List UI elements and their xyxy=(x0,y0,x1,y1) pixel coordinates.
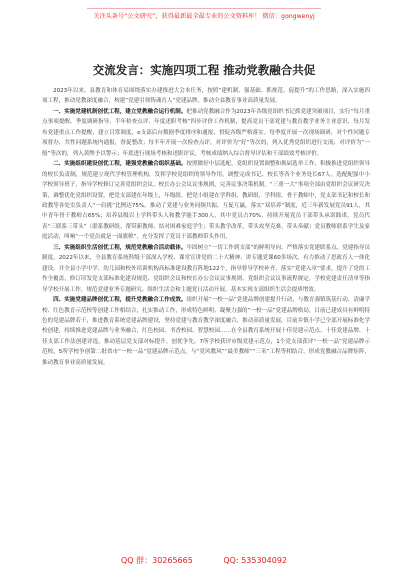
document-body xyxy=(42,86,370,546)
section-3-heading: 三、实施组织生活创优工程，规范党教融合活动载体。 xyxy=(53,244,187,251)
promo-banner-text: 关注头条号“公文研究”，获得最新最全最专业的公文资料库！ 微信：gongwenyj xyxy=(87,8,321,24)
section-4-heading: 四、实施党建品牌创优工程，提升党教融合工作成效。 xyxy=(53,297,187,304)
qq-number: QQ: 535304092 xyxy=(223,556,288,565)
paragraph-section-4 xyxy=(42,295,370,368)
contact-footer xyxy=(0,552,408,570)
qq-group-number: QQ 群：30265665 xyxy=(120,556,193,565)
promo-banner xyxy=(4,8,404,24)
paragraph-intro: 2023年以来，县教育和体育局围绕落实办建推进大会本任务，按照“建机制、强基础、抓规范、促提升”的工作思路，深入实施四项工程，推动党教深度融合，构建“党建引领铸魂育人”党建品牌，推动全县教育事业高质量发展。 xyxy=(42,88,370,105)
section-2-text: 按照做好中层选配、党组织设置调整和换届选举工作，积极推进党组织领导的校长负责制，规范建立现代学校管理机构，发挥学校党组织的领导作用，调整完成书记、校长等各个业务处长67人。选配配强中小学校领导班子，指导学校修订完善党组织会议、校长办公会议议事规则，完善议事决策机制，“三重一大”事项全部由党组织会议研究决策，调整优化党组织设置，把党支部建在年级上，年级组，把党小组建在学科组，教研组，学科组。骨干教师中，党支部书记和校长和政教等各处室负责人“一肩挑”比例达75%。推动了党建与业务同频共振、互促互赢，落实“双培养”制度，近三年新发展党员91人，其中青年骨干教师占65%；培养县级以上学科带头人和教学能手300人，其中党员占70%，持续开展党员干部带头承诺践诺，党员代表“三联系三带头”（联系教研组、帮带新教师、结对困难家庭学生；带头教学改革，带头攻坚克难，带头奉献）党员教师联系学生及家庭活动，叫响“一个党员就是一面旗帜”，充分发挥了党员干部教师带头作用。 xyxy=(42,161,370,241)
section-1-heading: 一、实施党建机制创优工程，建立党教融合运行机制。 xyxy=(53,108,187,115)
section-2-heading: 二、实施组织建设创优工程，建强党教融合组织基础。 xyxy=(53,161,187,168)
paragraph-section-3 xyxy=(42,243,370,295)
paragraph-section-1 xyxy=(42,107,370,159)
section-1-text: 把推动党教融合作为2023年各级党组织书记抓党建突破项目，实行“每月重点事项提醒、季度调研指导、半年检查点评、年度述职考核”四步评价工作机制，提高党员干部党建与教育教学业务主业意识，每月发布党建重点工作提醒，建立目常调度，e支部后台数据季度排序和通报，督促各级严格落实。每季度开展一次现场调研，对个性问题专项督办，共性问题系统内通报，督促整改；每半年开展一次检查点评，对评价为“好”等次的，列入优秀党组织进行交流；对评价为“一般”等次的，列入黄牌予以警示；年底进行现场考核和述职评议，考核成绩纳入综合督导评估和干部绩效考核评价。 xyxy=(42,108,370,157)
section-3-text: 牢固树立“一切工作到支部”的鲜明导向，严格落实党建联系点、党建指导员制度。2022年以来，全县教育系统科级干部深入学校、课堂宣讲党的二十大精神、讲专题党课60多场次，有力推动了思政育人一体化建设。并全县小学中学、幼儿园和校外培训机构高标准建设教育阵地122个，指导督导学校补齐、落实“党建入章”要求，提升了党的工作全覆盖，修订印发党支部标准化建设规范、党组织会议和校长办公会议议事规则、党组织会议议事流程规定，学校党建责任清单等指导学校开展工作，规范党建业务专题研究、组织生活会和主题党日活动开展，基本实现支部组织生活会提质增效。 xyxy=(42,244,370,293)
paragraph-section-2 xyxy=(42,159,370,243)
section-4-text: 组织开展“一校一品”党建品牌创建提升行动，与教育强镇筑基行动、清廉学校、红色教育示范校等创建工作相结合，扎实推动工作，形成特色鲜明、凝聚力强的“一校一品”党建品牌格局。目前已建成具有鲜明特色的党建品牌若干，推进教育系统党建品牌建设，坚持党建与教育教学深度融合，推动高质量发展，目前乡镇小学已全部开展标准化学校创建，持续推进党建品牌与业务融合，红色校园、书香校园、智慧校园……在全县教育系统开展十佳党建示范点、十佳党建品牌、十佳支部工作法创建评选，推动基层党支部对标提升、创优争先。7所学校获评市级党建示范点，1个党支部获评“一校一品”党建品牌示范校，5所学校争创第二批省市“一校一品”党建品牌示范点，与“党风教风”“最美教师”“三名”工程等相结合，形成党教融合品牌矩阵，推动教育事业高质量发展。 xyxy=(42,297,370,366)
document-title: 交流发言：实施四项工程 推动党教融合共促 xyxy=(92,63,316,77)
